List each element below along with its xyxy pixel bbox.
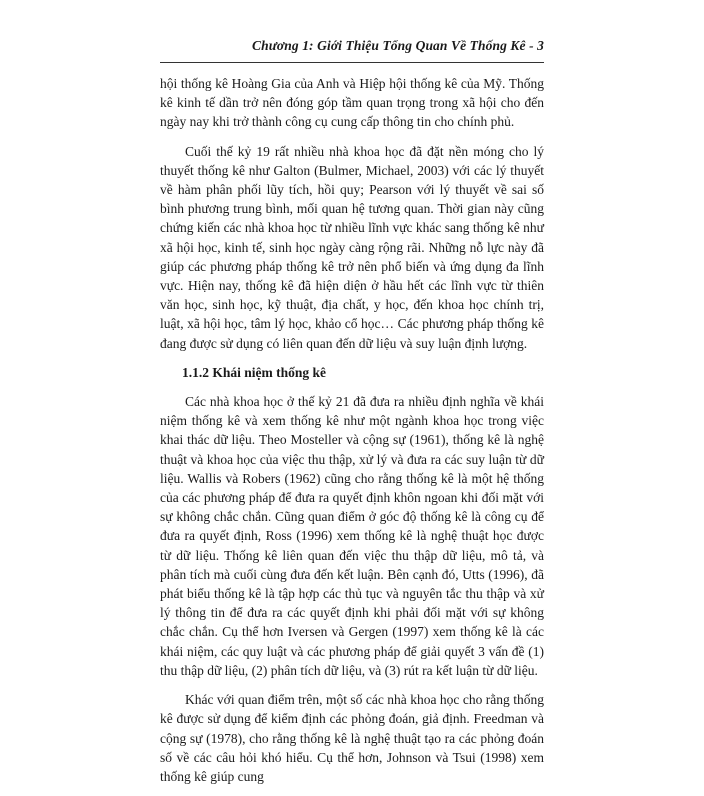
paragraph-history: Cuối thế kỷ 19 rất nhiều nhà khoa học đã đặt nền móng cho lý thuyết thống kê như Galton (Bulmer, Michael, 2003) với các lý thuyết về hàm phân phối lũy tích, hồi quy; Pearson với lý thuyết về sai số bình phương trung bình, mối quan hệ tương quan. Thời gian này cũng chứng kiến các nhà khoa học từ nhiều lĩnh vực khác sang thống kê như xã hội học, kinh tế, sinh học ngày càng rộng rãi. Những nỗ lực này đã giúp các phương pháp thống kê trở nên phổ biến và ứng dụng đa lĩnh vực. Hiện nay, thống kê đã hiện diện ở hầu hết các lĩnh vực từ thiên văn học, sinh học, kỹ thuật, địa chất, y học, đến khoa học chính trị, luật, xã hội học, tâm lý học, khảo cổ học… Các phương pháp thống kê đang được sử dụng có liên quan đến dữ liệu và suy luận định lượng. xyxy=(160,143,544,351)
running-header: Chương 1: Giới Thiệu Tổng Quan Về Thống Kê - 3 xyxy=(252,38,544,53)
paragraph-continuation: hội thống kê Hoàng Gia của Anh và Hiệp hội thống kê của Mỹ. Thống kê kinh tế dần trở nên đóng góp tầm quan trọng trong xã hội cho đến ngày nay khi trở thành công cụ cung cấp thông tin cho chính phủ. xyxy=(160,76,544,130)
paragraph-definitions: Các nhà khoa học ở thế kỷ 21 đã đưa ra nhiều định nghĩa về khái niệm thống kê và xem thống kê như một ngành khoa học trong việc khai thác dữ liệu. Theo Mosteller và cộng sự (1961), thống kê là nghệ thuật và khoa học của việc thu thập, xử lý và đưa ra các suy luận từ dữ liệu. Wallis và Robers (1962) cũng cho rằng thống kê là một hệ thống của các phương pháp để đưa ra quyết định khôn ngoan khi đối mặt với sự không chắc chắn. Cũng quan điểm ở góc độ thống kê là công cụ để đưa ra quyết định, Ross (1996) xem thống kê là nghệ thuật học được từ dữ liệu. Thống kê liên quan đến việc thu thập dữ liệu, mô tả, và phân tích mà cuối cùng đưa đến kết luận. Bên cạnh đó, Utts (1996), đã phát biểu thống kê là tập hợp các thủ tục và nguyên tắc thu thập và xử lý thông tin để đưa ra các quyết định khi phải đối mặt với sự không chắc chắn. Cụ thể hơn Iversen và Gergen (1997) xem thống kê là các khái niệm, các quy luật và các phương pháp để giải quyết 3 vấn đề (1) thu thập dữ liệu, (2) phân tích dữ liệu, và (3) rút ra kết luận từ dữ liệu. xyxy=(160,394,544,678)
page-body xyxy=(160,74,544,796)
header-divider xyxy=(160,62,544,63)
section-heading: 1.1.2 Khái niệm thống kê xyxy=(182,364,327,380)
paragraph-alternative-views: Khác với quan điểm trên, một số các nhà khoa học cho rằng thống kê được sử dụng để kiểm định các phỏng đoán, giả định. Freedman và cộng sự (1978), cho rằng thống kê là nghệ thuật tạo ra các phỏng đoán số về các câu hỏi khó hiểu. Cụ thể hơn, Johnson và Tsui (1998) xem thống kê giúp cung xyxy=(160,692,544,784)
